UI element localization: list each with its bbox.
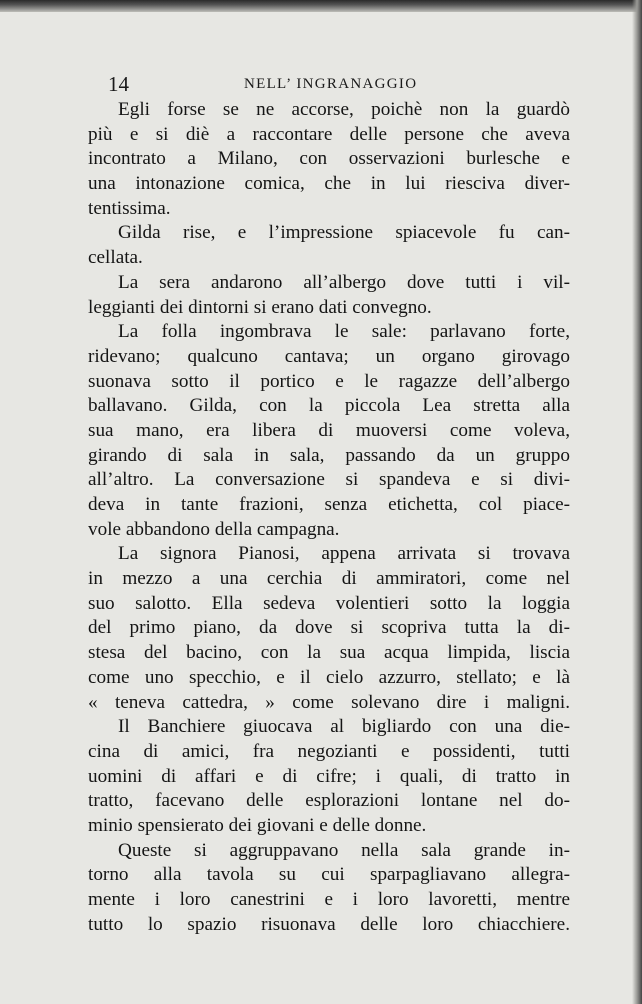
text-line: La folla ingombrava le sale: parlavano forte,	[118, 321, 570, 343]
text-line: più e si diè a raccontare delle persone che aveva	[88, 123, 570, 145]
text-line: torno alla tavola su cui sparpagliavano allegra-	[88, 864, 570, 886]
text-line: suo salotto. Ella sedeva volentieri sotto la loggia	[88, 592, 570, 614]
text-line: vole abbandono della campagna.	[88, 518, 340, 540]
text-line: leggianti dei dintorni si erano dati convegno.	[88, 296, 432, 318]
text-line: tratto, facevano delle esplorazioni lontane nel do-	[88, 790, 570, 812]
text-line: in mezzo a una cerchia di ammiratori, come nel	[88, 568, 570, 590]
running-title: NELL’ INGRANAGGIO	[244, 76, 418, 92]
text-line: stesa del bacino, con la sua acqua limpida, liscia	[88, 642, 570, 664]
text-line: girando di sala in sala, passando da un gruppo	[88, 444, 570, 466]
text-line: una intonazione comica, che in lui riesciva diver-	[88, 173, 570, 195]
page-number: 14	[108, 72, 129, 96]
text-line: Queste si aggruppavano nella sala grande in-	[118, 839, 570, 861]
text-line: mente i loro canestrini e i loro lavoretti, mentre	[88, 889, 570, 910]
text-line: ridevano; qualcuno cantava; un organo girovago	[88, 345, 570, 367]
text-line: ballavano. Gilda, con la piccola Lea stretta alla	[88, 395, 570, 417]
text-line: Gilda rise, e l’impressione spiacevole fu can-	[118, 222, 570, 244]
text-line: minio spensierato dei giovani e delle donne.	[88, 814, 427, 836]
text-line: all’altro. La conversazione si spandeva e si divi-	[88, 469, 570, 491]
text-line: Egli forse se ne accorse, poichè non la guardò	[118, 99, 570, 120]
text-line: come uno specchio, e il cielo azzurro, stellato; e là	[88, 666, 570, 688]
text-line: del primo piano, da dove si scopriva tutta la di-	[88, 617, 570, 639]
page-right-edge-shadow	[632, 0, 642, 1004]
body-text	[88, 98, 570, 937]
page-header	[108, 66, 568, 98]
text-line: tentissima.	[88, 197, 171, 219]
page-top-edge-shadow	[0, 0, 642, 12]
text-line: La sera andarono all’albergo dove tutti i vil-	[118, 271, 570, 293]
text-line: suonava sotto il portico e le ragazze dell’albergo	[88, 370, 570, 392]
text-line: cellata.	[88, 247, 143, 269]
text-line: tutto lo spazio risuonava delle loro chiacchiere.	[88, 913, 570, 935]
text-line: deva in tante frazioni, senza etichetta, col piace-	[88, 494, 570, 515]
text-line: La signora Pianosi, appena arrivata si trovava	[118, 543, 570, 565]
text-line: Il Banchiere giuocava al bigliardo con una die-	[118, 716, 570, 738]
text-line: uomini di affari e di cifre; i quali, di tratto in	[88, 765, 570, 787]
text-line: cina di amici, fra negozianti e possidenti, tutti	[88, 740, 570, 762]
text-line: sua mano, era libera di muoversi come voleva,	[88, 419, 570, 441]
text-line: incontrato a Milano, con osservazioni burlesche e	[88, 148, 570, 170]
text-line: « teneva cattedra, » come solevano dire i maligni.	[88, 691, 570, 713]
